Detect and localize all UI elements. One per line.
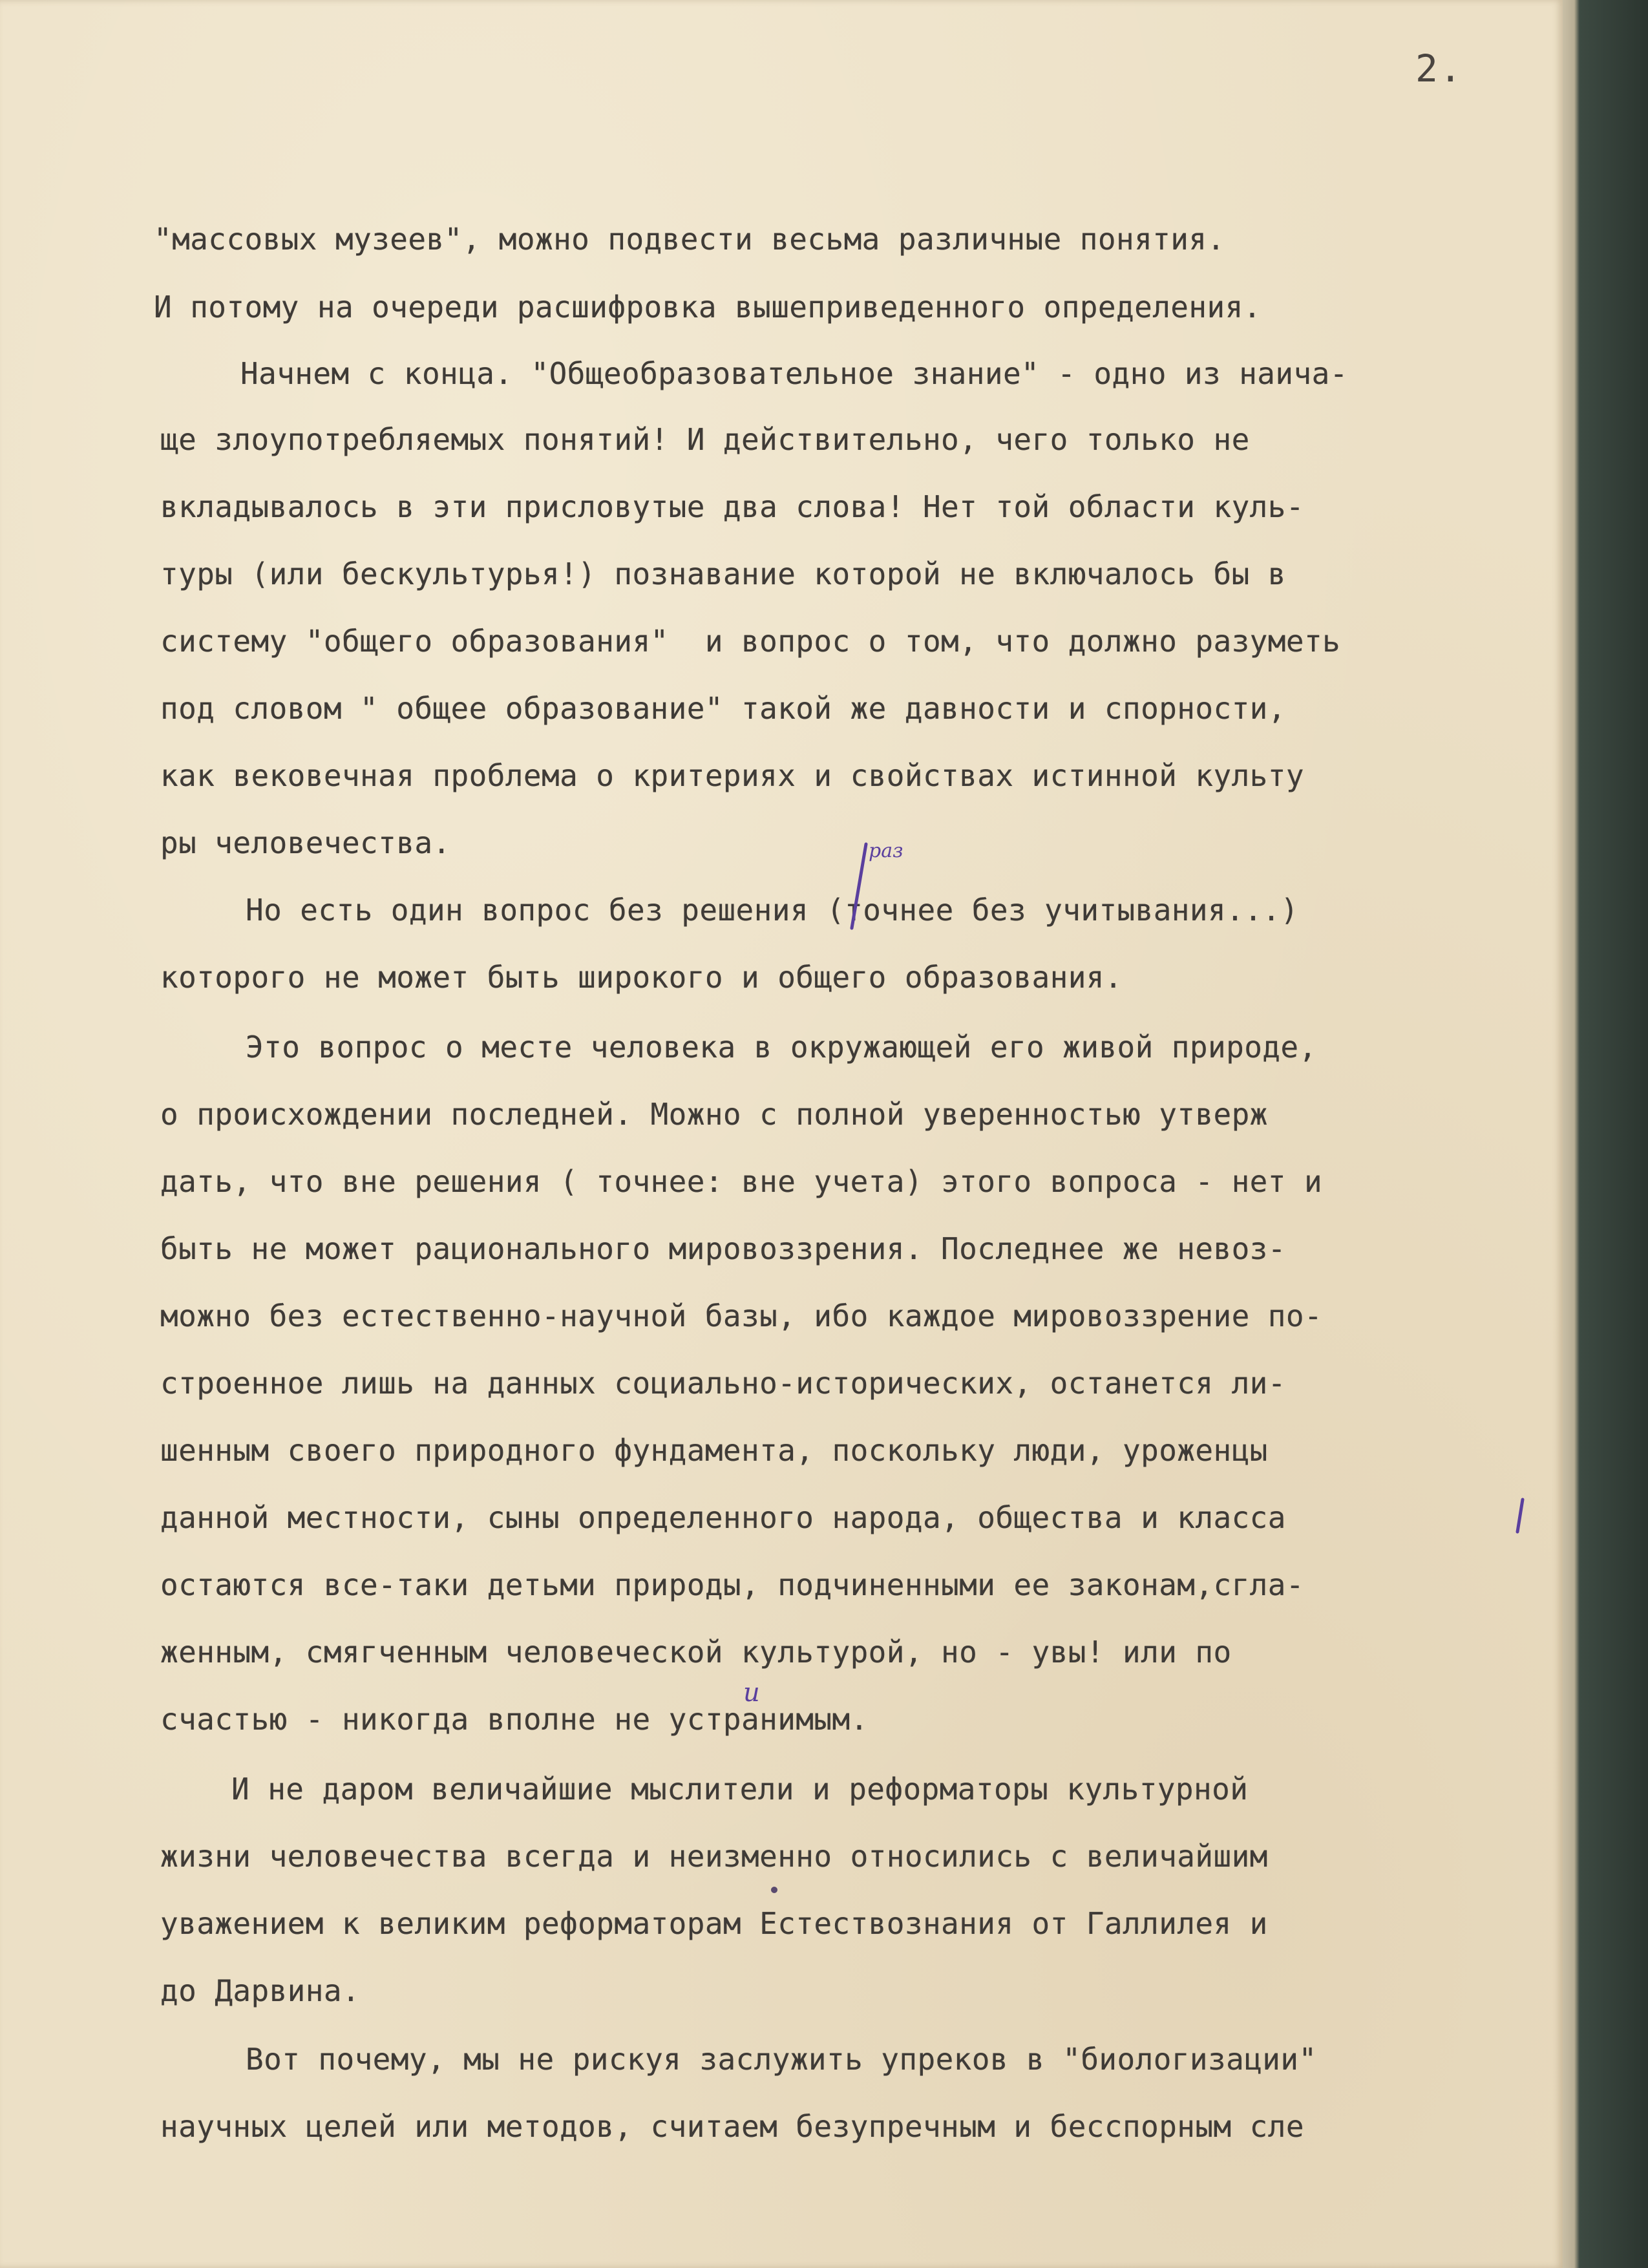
page-number: 2.: [1415, 47, 1463, 90]
text-line: ще злоупотребляемых понятий! И действительно, чего только не: [160, 422, 1250, 457]
text-line: систему "общего образования" и вопрос о том, что должно разуметь: [160, 624, 1341, 659]
text-line: как вековечная проблема о критериях и свойствах истинной культу: [160, 758, 1304, 793]
text-line: Начнем с конца. "Общеобразовательное знание" - одно из наича-: [240, 356, 1348, 391]
text-line: вкладывалось в эти присловутые два слова! Нет той области куль-: [160, 489, 1304, 524]
text-line: туры (или бескультурья!) познавание которой не включалось бы в: [160, 556, 1286, 591]
text-line: "массовых музеев", можно подвести весьма различные понятия.: [154, 222, 1225, 257]
text-line: дать, что вне решения ( точнее: вне учета) этого вопроса - нет и: [160, 1164, 1323, 1199]
pencil-letter-text: и: [743, 1678, 760, 1708]
text-line: остаются все-таки детьми природы, подчиненными ее законам,сгла-: [160, 1567, 1304, 1602]
text-line: строенное лишь на данных социально-исторических, останется ли-: [160, 1366, 1286, 1401]
pencil-dash-mark: [1503, 1494, 1542, 1553]
text-line: шенным своего природного фундамента, поскольку люди, уроженцы: [160, 1433, 1268, 1468]
text-line: данной местности, сыны определенного народа, общества и класса: [160, 1500, 1286, 1535]
text-line: Но есть один вопрос без решения (точнее без учитывания...): [246, 893, 1299, 927]
pencil-insertion-mark: [840, 838, 911, 935]
ink-dot: [768, 1883, 781, 1896]
text-line: быть не может рационального мировоззрения. Последнее же невоз-: [160, 1231, 1286, 1266]
text-line: о происхождении последней. Можно с полной уверенностью утверж: [160, 1097, 1268, 1132]
text-line: уважением к великим реформаторам Естествознания от Галлилея и: [160, 1906, 1268, 1941]
text-line: можно без естественно-научной базы, ибо каждое мировоззрение по-: [160, 1298, 1323, 1333]
text-line: Это вопрос о месте человека в окружающей его живой природе,: [246, 1030, 1317, 1065]
text-line: И потому на очереди расшифровка вышеприведенного определения.: [154, 290, 1262, 324]
text-line: под словом " общее образование" такой же давности и спорности,: [160, 691, 1286, 726]
text-line: которого не может быть широкого и общего образования.: [160, 960, 1123, 995]
text-line: Вот почему, мы не рискуя заслужить упреков в "биологизации": [246, 2042, 1317, 2077]
text-line: ры человечества.: [160, 825, 451, 860]
text-line: научных целей или методов, считаем безупречным и бесспорным сле: [160, 2109, 1304, 2144]
pencil-letter-mark: [737, 1673, 782, 1718]
text-line: счастью - никогда вполне не устранимым.: [160, 1702, 869, 1737]
pencil-insert-text: раз: [869, 840, 903, 862]
text-line: женным, смягченным человеческой культурой, но - увы! или по: [160, 1635, 1232, 1669]
text-line: И не даром величайшие мыслители и реформаторы культурной: [231, 1772, 1249, 1807]
text-line: до Дарвина.: [160, 1973, 361, 2008]
scan-background-edge: [1563, 0, 1648, 2268]
text-line: жизни человечества всегда и неизменно относились с величайшим: [160, 1839, 1268, 1874]
